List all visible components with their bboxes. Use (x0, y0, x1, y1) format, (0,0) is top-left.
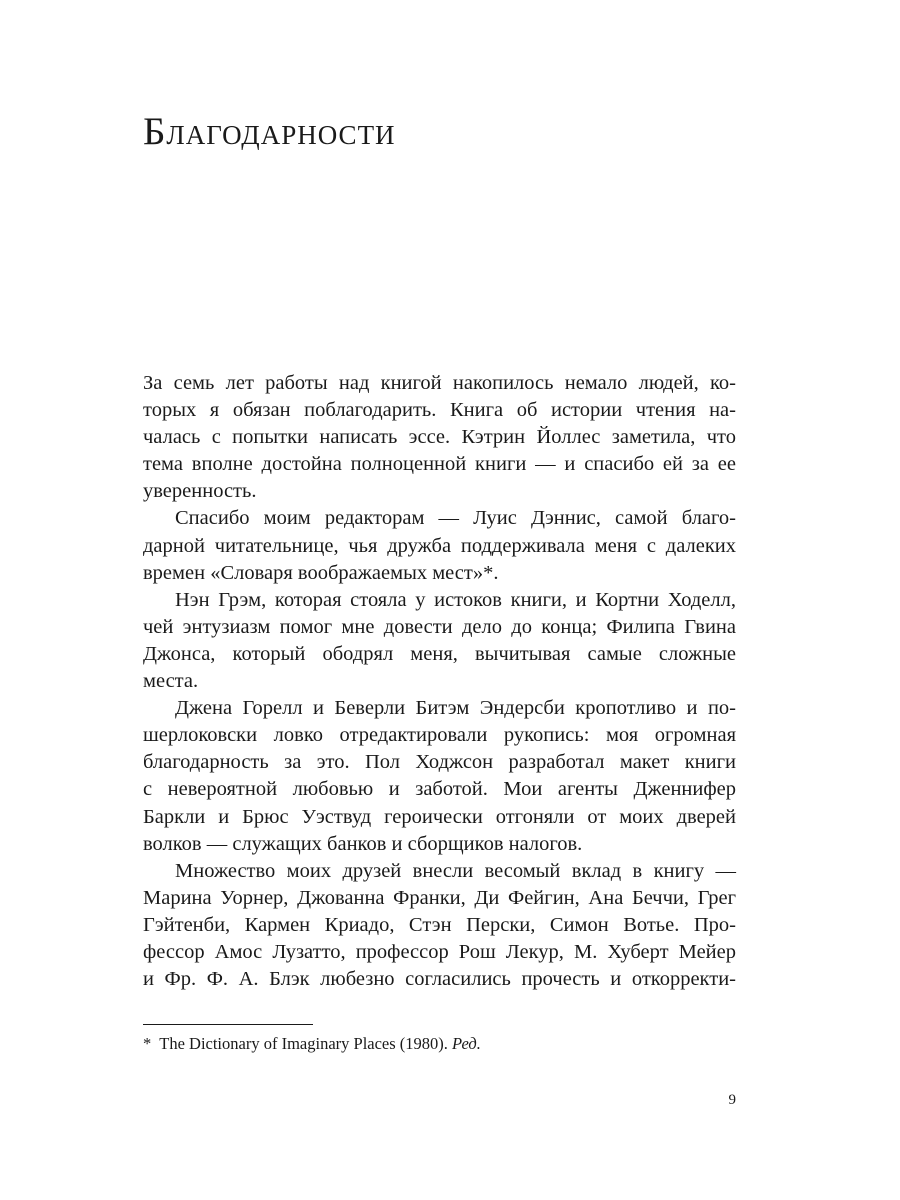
text-line: дарной читательнице, чья дружба поддерживала меня с далеких (143, 534, 736, 557)
text-line: торых я обязан поблагодарить. Книга об истории чтения на- (143, 399, 736, 422)
text-line: времен «Словаря воображаемых мест»*. (143, 561, 499, 584)
text-line: волков — служащих банков и сборщиков налогов. (143, 832, 583, 855)
text-line: уверенность. (143, 480, 257, 503)
footnote-editor-note: Ред. (452, 1034, 481, 1053)
text-line: Спасибо моим редакторам — Луис Дэннис, самой благо- (175, 507, 736, 530)
footnote-text: The Dictionary of Imaginary Places (1980). (159, 1034, 448, 1053)
text-line: Нэн Грэм, которая стояла у истоков книги, и Кортни Ходелл, (175, 588, 736, 611)
body-text (143, 370, 736, 993)
text-line: благодарность за это. Пол Ходжсон разработал макет книги (143, 751, 736, 774)
text-line: шерлоковски ловко отредактировали рукопись: моя огромная (143, 724, 736, 747)
text-line: с невероятной любовью и заботой. Мои агенты Дженнифер (143, 778, 736, 801)
text-line: За семь лет работы над книгой накопилось немало людей, ко- (143, 372, 736, 394)
text-line: Гэйтенби, Кармен Криадо, Стэн Перски, Симон Вотье. Про- (143, 913, 736, 936)
footnote-rule (143, 1024, 313, 1025)
text-line: Множество моих друзей внесли весомый вклад в книгу — (175, 859, 736, 882)
text-line: Баркли и Брюс Уэствуд героически отгоняли от моих дверей (143, 805, 736, 828)
page-number: 9 (728, 1092, 736, 1108)
text-line: Джена Горелл и Беверли Битэм Эндерсби кропотливо и по- (175, 697, 736, 720)
footnote-marker: * (143, 1034, 152, 1053)
text-line: Джонса, который ободрял меня, вычитывая самые сложные (143, 642, 736, 665)
text-line: места. (143, 670, 199, 693)
text-line: чалась с попытки написать эссе. Кэтрин Йоллес заметила, что (143, 426, 736, 449)
footnote (143, 1033, 481, 1055)
text-line: и Фр. Ф. А. Блэк любезно согласились прочесть и откорректи- (143, 968, 736, 991)
text-line: чей энтузиазм помог мне довести дело до конца; Филипа Гвина (143, 615, 736, 638)
text-line: фессор Амос Лузатто, профессор Рош Лекур, М. Хуберт Мейер (143, 940, 736, 963)
text-line: Марина Уорнер, Джованна Франки, Ди Фейгин, Ана Беччи, Грег (143, 886, 736, 909)
text-line: тема вполне достойна полноценной книги — и спасибо ей за ее (143, 453, 736, 476)
chapter-title: Благодарности (143, 110, 396, 153)
